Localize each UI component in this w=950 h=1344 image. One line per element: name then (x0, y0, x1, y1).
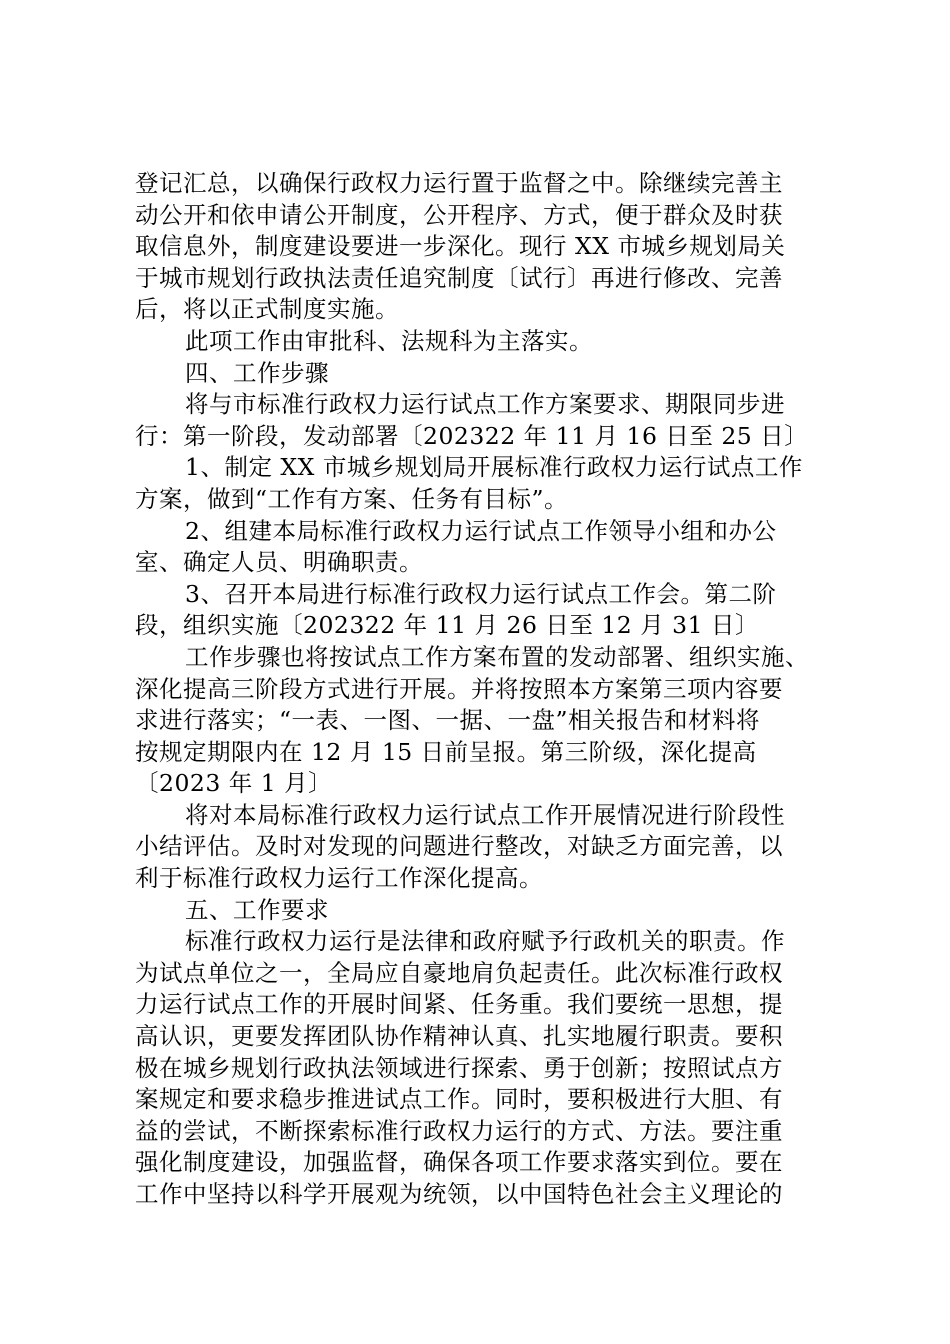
text-line: 强化制度建设，加强监督，确保各项工作要求落实到位。要在 (135, 1148, 783, 1177)
text-line: 小结评估。及时对发现的问题进行整改，对缺乏方面完善，以 (135, 832, 783, 861)
text-line: 室、确定人员、明确职责。 (135, 548, 423, 577)
text-line: 五、工作要求 (185, 895, 329, 924)
text-line: 极在城乡规划行政执法领域进行探索、勇于创新；按照试点方 (135, 1053, 783, 1082)
text-line: 案规定和要求稳步推进试点工作。同时，要积极进行大胆、有 (135, 1085, 783, 1114)
text-line: 工作中坚持以科学开展观为统领，以中国特色社会主义理论的 (135, 1180, 783, 1208)
text-line: 力运行试点工作的开展时间紧、任务重。我们要统一思想，提 (135, 990, 783, 1019)
text-line: 后，将以正式制度实施。 (135, 295, 399, 324)
text-line: 动公开和依申请公开制度，公开程序、方式，便于群众及时获 (135, 200, 783, 229)
text-line: 此项工作由审批科、法规科为主落实。 (185, 326, 593, 355)
text-line: 为试点单位之一，全局应自豪地肩负起责任。此次标准行政权 (135, 958, 783, 987)
text-line: 深化提高三阶段方式进行开展。并将按照本方案第三项内容要 (135, 674, 783, 703)
text-line: 1、制定 XX 市城乡规划局开展标准行政权力运行试点工作 (185, 453, 803, 482)
text-line: 登记汇总，以确保行政权力运行置于监督之中。除继续完善主 (135, 169, 783, 197)
text-line: 2、组建本局标准行政权力运行试点工作领导小组和办公 (185, 516, 777, 545)
text-line: 工作步骤也将按试点工作方案布置的发动部署、组织实施、 (185, 642, 809, 671)
text-line: 行：第一阶段，发动部署〔202322 年 11 月 16 日至 25 日〕 (135, 421, 809, 450)
text-line: 益的尝试，不断探索标准行政权力运行的方式、方法。要注重 (135, 1116, 783, 1145)
text-line: 方案，做到“工作有方案、任务有目标”。 (135, 484, 569, 513)
text-line: 将对本局标准行政权力运行试点工作开展情况进行阶段性 (185, 800, 785, 829)
text-line: 求进行落实；“一表、一图、一据、一盘”相关报告和材料将 (135, 706, 761, 735)
text-line: 3、召开本局进行标准行政权力运行试点工作会。第二阶 (185, 579, 777, 608)
text-line: 于城市规划行政执法责任追究制度〔试行〕再进行修改、完善 (135, 263, 783, 292)
text-line: 〔2023 年 1 月〕 (135, 769, 333, 798)
text-line: 高认识，更要发挥团队协作精神认真、扎实地履行职责。要积 (135, 1022, 783, 1051)
text-line: 按规定期限内在 12 月 15 日前呈报。第三阶级，深化提高 (135, 737, 757, 766)
document-body (135, 168, 825, 1211)
text-line: 取信息外，制度建设要进一步深化。现行 XX 市城乡规划局关 (135, 232, 786, 261)
text-line: 段，组织实施〔202322 年 11 月 26 日至 12 月 31 日〕 (135, 611, 760, 640)
text-line: 标准行政权力运行是法律和政府赋予行政机关的职责。作 (185, 927, 785, 956)
text-line: 四、工作步骤 (185, 358, 329, 387)
text-line: 将与市标准行政权力运行试点工作方案要求、期限同步进 (185, 390, 785, 419)
text-line: 利于标准行政权力运行工作深化提高。 (135, 864, 543, 893)
